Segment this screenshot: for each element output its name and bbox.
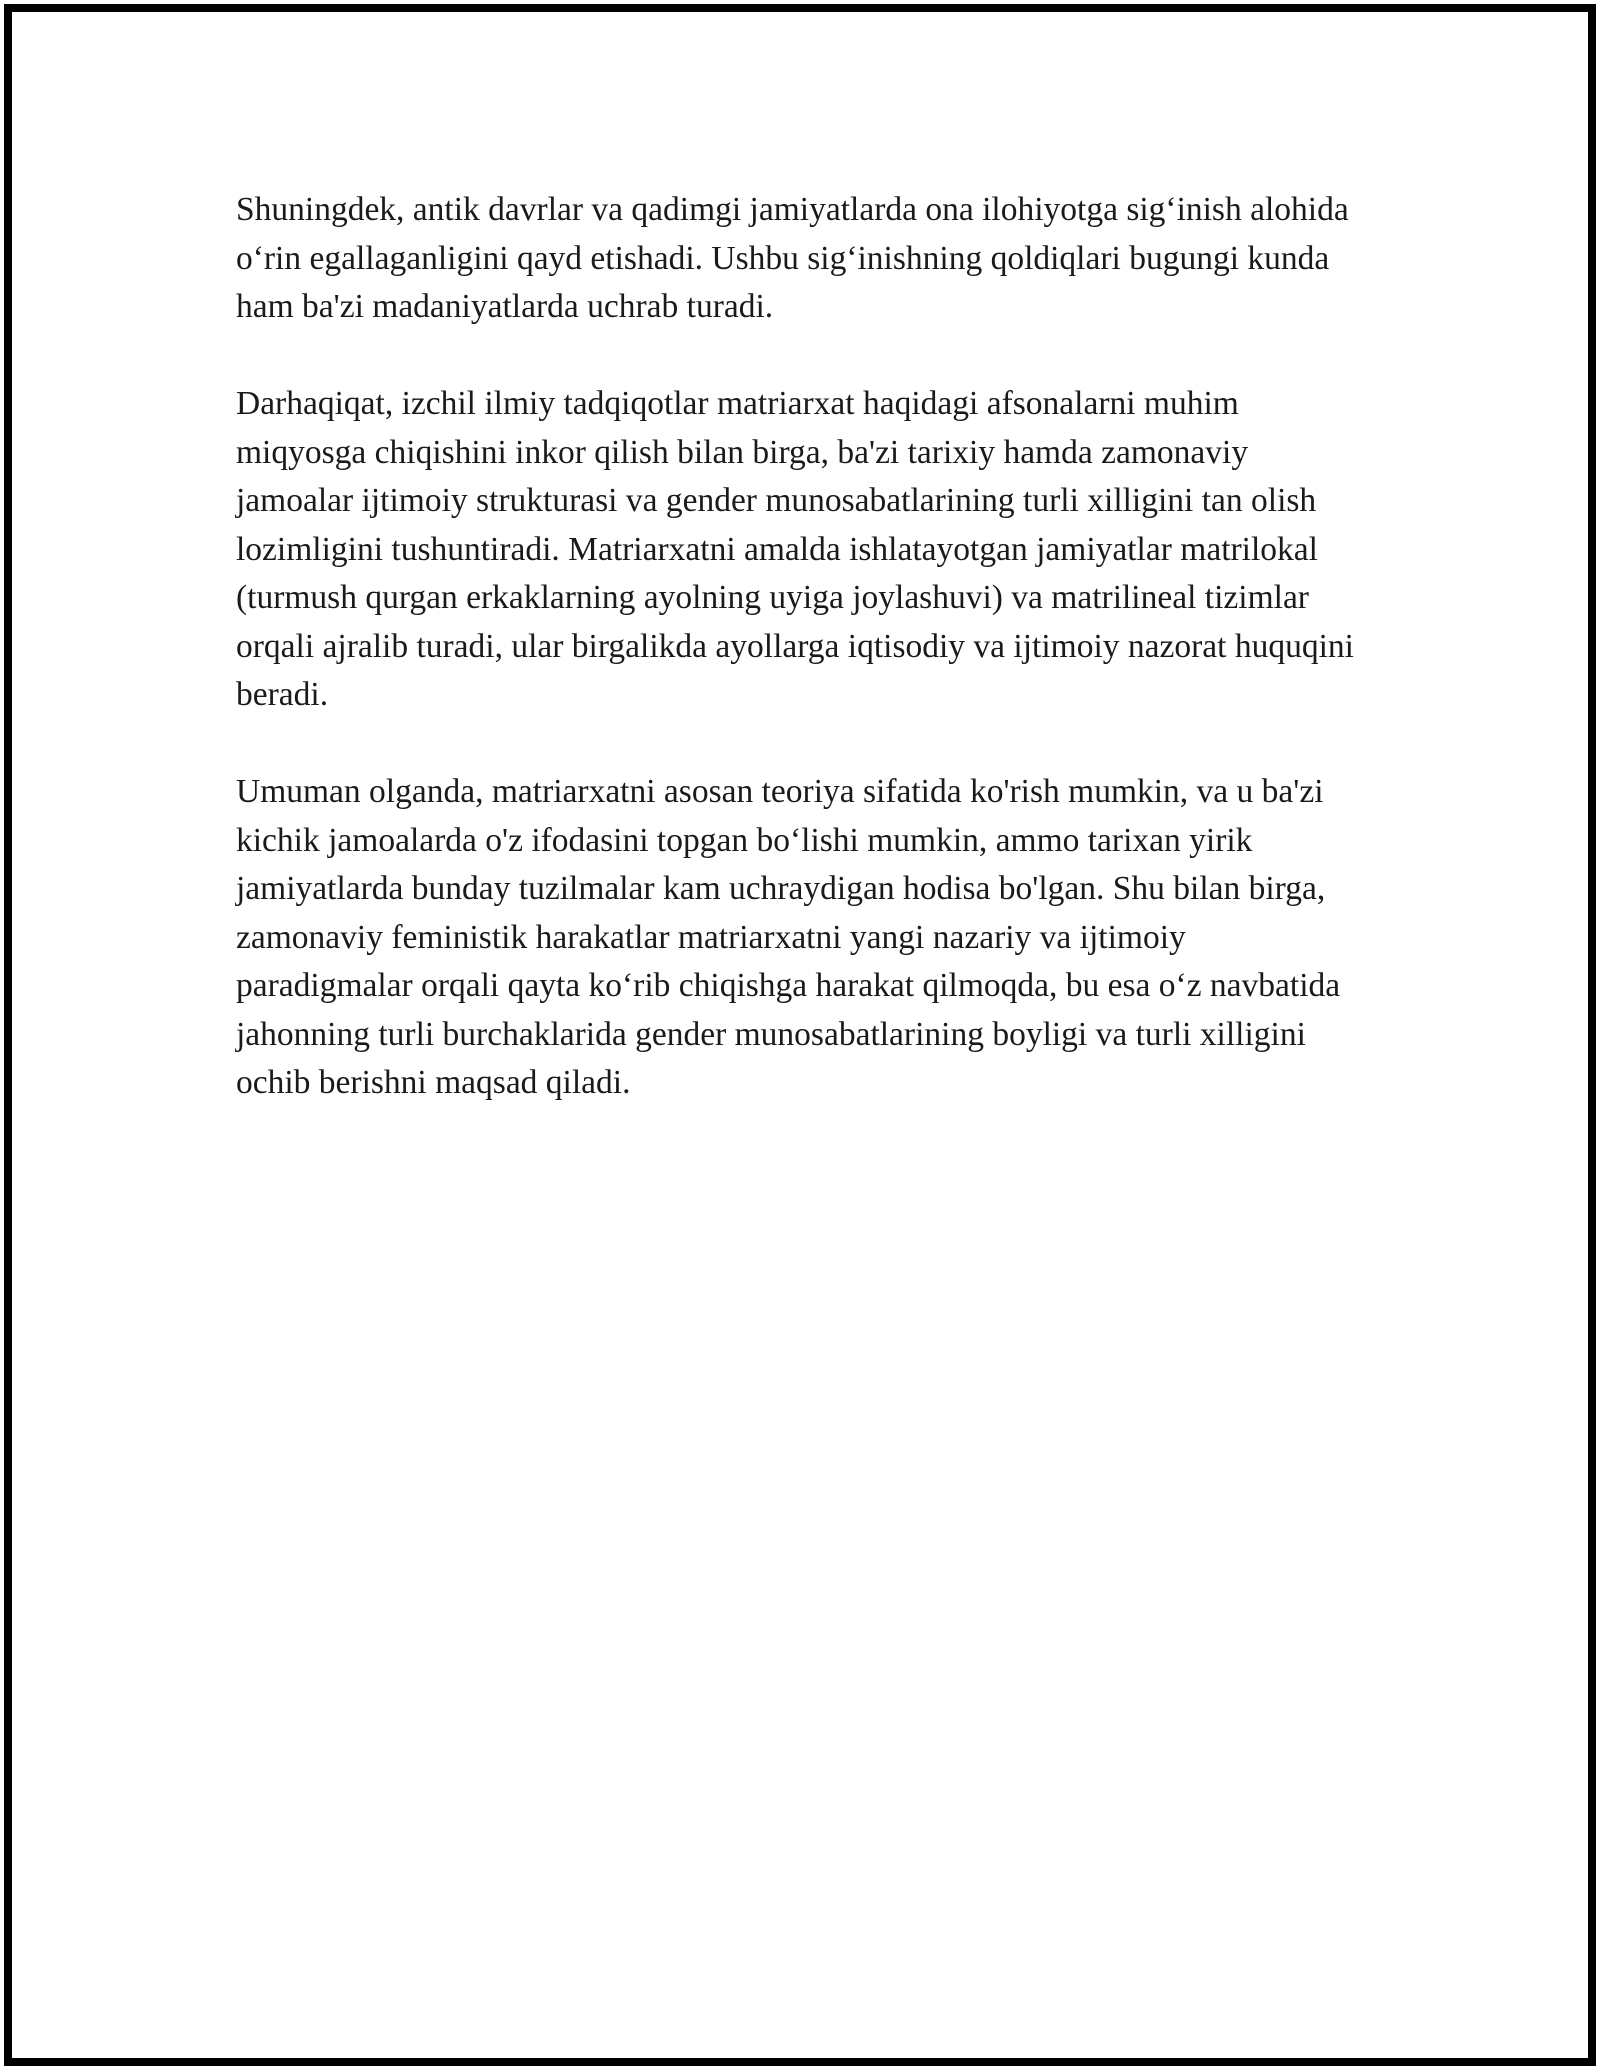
document-body (236, 186, 1364, 1156)
paragraph-2: Darhaqiqat, izchil ilmiy tadqiqotlar matriarxat haqidagi afsonalarni muhim miqyosga chiqishini inkor qilish bilan birga, ba'zi tarixiy hamda zamonaviy jamoalar ijtimoiy strukturasi va gender munosabatlarining turli xilligini tan olish lozimligini tushuntiradi. Matriarxatni amalda ishlatayotgan jamiyatlar matrilokal (turmush qurgan erkaklarning ayolning uyiga joylashuvi) va matrilineal tizimlar orqali ajralib turadi, ular birgalikda ayollarga iqtisodiy va ijtimoiy nazorat huquqini beradi. (236, 385, 1354, 713)
paragraph-3: Umuman olganda, matriarxatni asosan teoriya sifatida ko'rish mumkin, va u ba'zi kichik jamoalarda o'z ifodasini topgan bo‘lishi mumkin, ammo tarixan yirik jamiyatlarda bunday tuzilmalar kam uchraydigan hodisa bo'lgan. Shu bilan birga, zamonaviy feministik harakatlar matriarxatni yangi nazariy va ijtimoiy paradigmalar orqali qayta ko‘rib chiqishga harakat qilmoqda, bu esa o‘z navbatida jahonning turli burchaklarida gender munosabatlarining boyligi va turli xilligini ochib berishni maqsad qiladi. (236, 773, 1341, 1101)
paragraph-1: Shuningdek, antik davrlar va qadimgi jamiyatlarda ona ilohiyotga sig‘inish alohida o‘rin egallaganligini qayd etishadi. Ushbu sig‘inishning qoldiqlari bugungi kunda ham ba'zi madaniyatlarda uchrab turadi. (236, 191, 1349, 325)
